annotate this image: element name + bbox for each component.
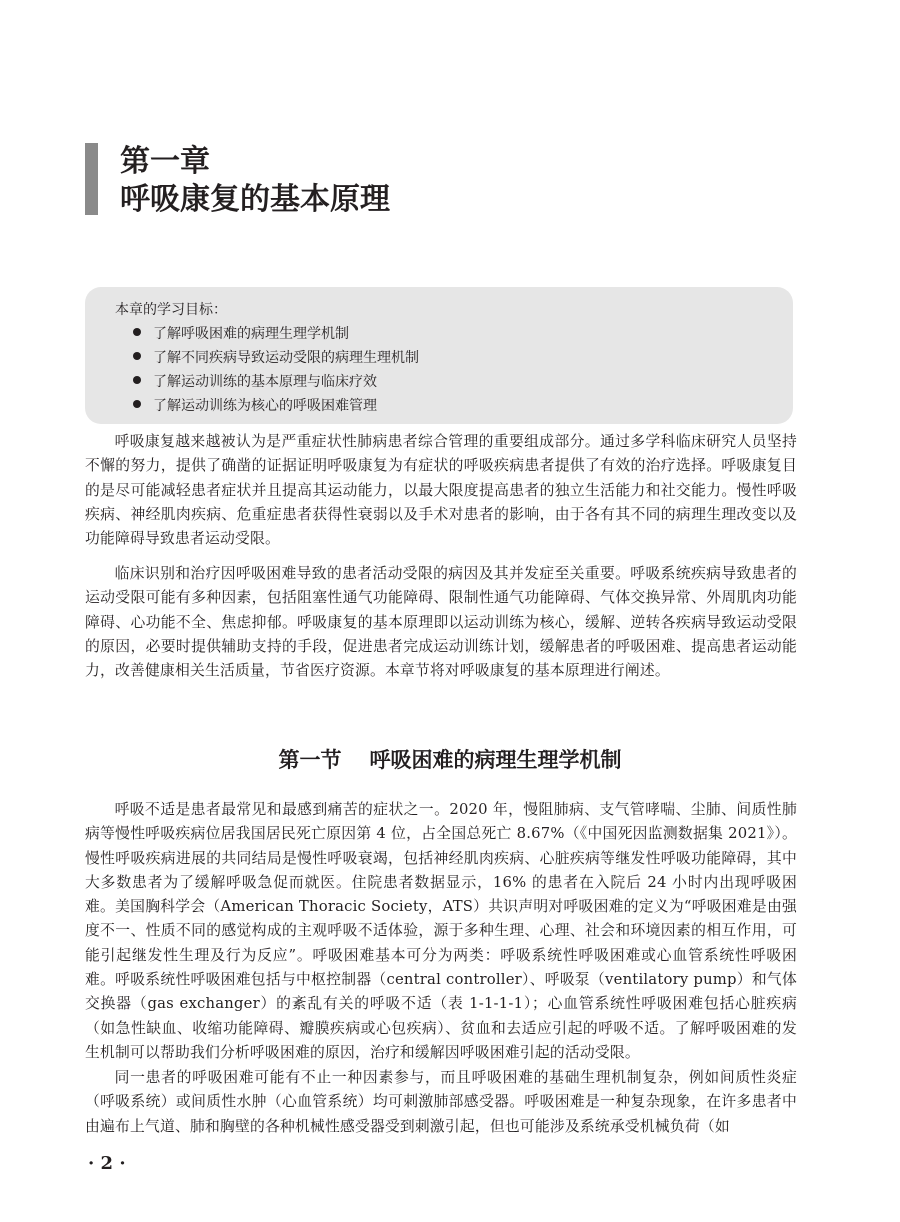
objective-text: 了解运动训练为核心的呼吸困难管理 — [153, 398, 377, 414]
section-title: 呼吸困难的病理生理学机制 — [369, 748, 622, 772]
bullet-icon — [133, 376, 141, 384]
objective-item — [133, 346, 793, 370]
section-heading — [0, 744, 900, 776]
intro-paragraph: 临床识别和治疗因呼吸困难导致的患者活动受限的病因及其并发症至关重要。呼吸系统疾病导致患者的运动受限可能有多种因素，包括阻塞性通气功能障碍、限制性通气功能障碍、气体交换异常、外周肌肉功能障碍、心功能不全、焦虑抑郁。呼吸康复的基本原理即以运动训练为核心，缓解、逆转各疾病导致运动受限的原因，必要时提供辅助支持的手段，促进患者完成运动训练计划，缓解患者的呼吸困难、提高患者运动能力，改善健康相关生活质量，节省医疗资源。本章节将对呼吸康复的基本原理进行阐述。 — [85, 565, 797, 680]
objective-text: 了解运动训练的基本原理与临床疗效 — [153, 374, 377, 390]
intro-paragraph: 呼吸康复越来越被认为是严重症状性肺病患者综合管理的重要组成部分。通过多学科临床研究人员坚持不懈的努力，提供了确凿的证据证明呼吸康复为有症状的呼吸疾病患者提供了有效的治疗选择。呼吸康复目的是尽可能减轻患者症状并且提高其运动能力，以最大限度提高患者的独立生活能力和社交能力。慢性呼吸疾病、神经肌肉疾病、危重症患者获得性衰弱以及手术对患者的影响，由于各有其不同的病理生理改变以及功能障碍导致患者运动受限。 — [85, 433, 797, 548]
objective-item — [133, 370, 793, 394]
bullet-icon — [133, 352, 141, 360]
objectives-list — [115, 322, 793, 418]
objective-text: 了解不同疾病导致运动受限的病理生理机制 — [153, 350, 419, 366]
chapter-title: 呼吸康复的基本原理 — [120, 182, 390, 217]
objective-item — [133, 322, 793, 346]
chapter-heading — [85, 143, 390, 215]
chapter-number: 第一章 — [120, 144, 210, 179]
page-number: · 2 · — [88, 1153, 126, 1174]
learning-objectives-box — [85, 287, 793, 424]
bullet-icon — [133, 328, 141, 336]
section-number: 第一节 — [278, 748, 342, 772]
body-paragraph: 同一患者的呼吸困难可能有不止一种因素参与，而且呼吸困难的基础生理机制复杂，例如间质性炎症（呼吸系统）或间质性水肿（心血管系统）均可刺激肺部感受器。呼吸困难是一种复杂现象，在许多患者中由遍布上气道、肺和胸壁的各种机械性感受器受到刺激引起，但也可能涉及系统承受机械负荷（如 — [85, 1069, 797, 1135]
bullet-icon — [133, 400, 141, 408]
objective-text: 了解呼吸困难的病理生理学机制 — [153, 326, 349, 342]
body-paragraph: 呼吸不适是患者最常见和最感到痛苦的症状之一。2020 年，慢阻肺病、支气管哮喘、尘肺、间质性肺病等慢性呼吸疾病位居我国居民死亡原因第 4 位，占全国总死亡 8.67%（《中国死因监测数据集 2021》）。慢性呼吸疾病进展的共同结局是慢性呼吸衰竭，包括神经肌肉疾病、心脏疾病等继发性呼吸功能障碍，其中大多数患者为了缓解呼吸急促而就医。住院患者数据显示，16% 的患者在入院后 24 小时内出现呼吸困难。美国胸科学会（American Thoracic Society，ATS）共识声明对呼吸困难的定义为“呼吸困难是由强度不一、性质不同的感觉构成的主观呼吸不适体验，源于多种生理、心理、社会和环境因素的相互作用，可能引起继发性生理及行为反应”。呼吸困难基本可分为两类：呼吸系统性呼吸困难或心血管系统性呼吸困难。呼吸系统性呼吸困难包括与中枢控制器（central controller）、呼吸泵（ventilatory pump）和气体交换器（gas exchanger）的紊乱有关的呼吸不适（表 1-1-1-1）；心血管系统性呼吸困难包括心脏疾病（如急性缺血、收缩功能障碍、瓣膜疾病或心包疾病）、贫血和去适应引起的呼吸不适。了解呼吸困难的发生机制可以帮助我们分析呼吸困难的原因，治疗和缓解因呼吸困难引起的活动受限。 — [85, 801, 797, 1061]
objective-item — [133, 394, 793, 418]
objectives-heading: 本章的学习目标： — [115, 302, 227, 318]
